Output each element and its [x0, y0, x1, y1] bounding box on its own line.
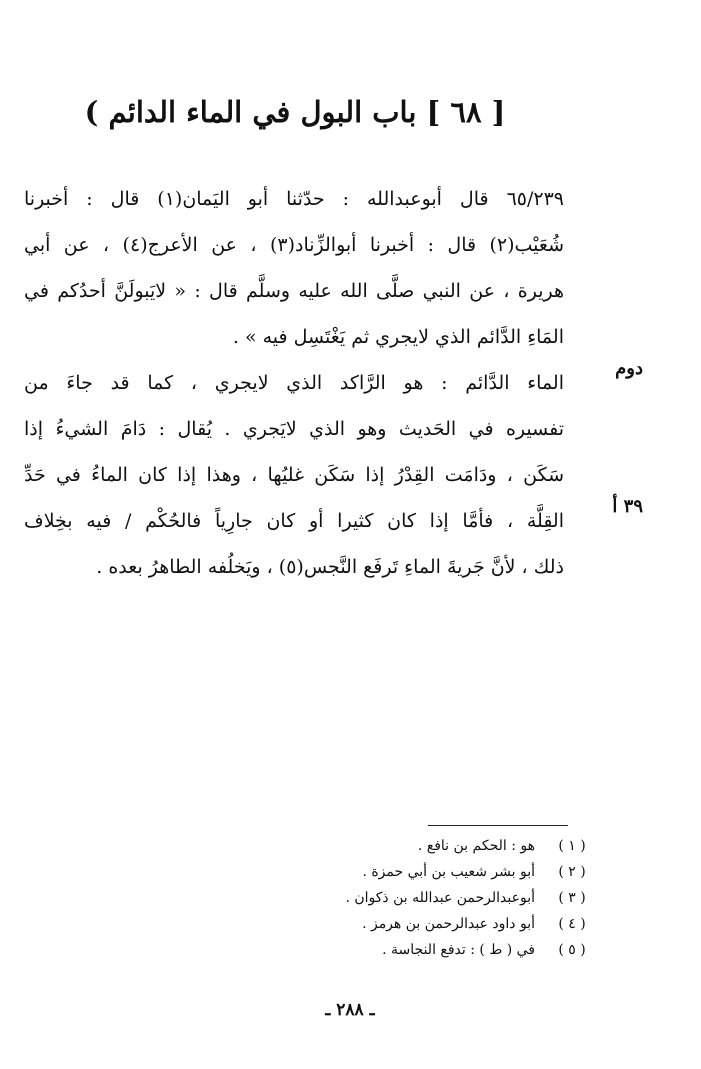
main-text [24, 176, 564, 590]
footnote-item [180, 911, 595, 937]
footnote-item [180, 885, 595, 911]
text-line: سَكَن ، ودَامَت القِدْرُ إذا سَكَن غليُها ، وهذا إذا كان الماءُ في حَدِّ [24, 464, 564, 486]
footnotes [180, 833, 595, 963]
page-number: ـ ٢٨٨ ـ [325, 1000, 375, 1020]
footnote-item [180, 859, 595, 885]
footnote-divider [428, 825, 568, 826]
chapter-title: [ ٦٨ ] باب البول في الماء الدائم ) [84, 95, 506, 129]
text-line: ذلك ، لأنَّ جَريةَ الماءِ تَرفَع النَّجس(٥) ، ويَخلُفه الطاهرُ بعده . [96, 556, 564, 578]
text-line: ٦٥/٢٣٩ قال أبوعبدالله : حدّثنا أبو اليَمان(١) قال : أخبرنا [24, 188, 564, 210]
text-line: شُعَيْب(٢) قال : أخبرنا أبوالزِّناد(٣) ، عن الأعرج(٤) ، عن أبي [24, 234, 564, 256]
text-line: الماء الدَّائم : هو الرَّاكد الذي لايجري ، كما قد جاءَ من [24, 372, 564, 394]
footnote-number: ( ٤ ) [558, 916, 586, 932]
footnote-text: أبو داود عبدالرحمن بن هرمز . [362, 916, 535, 932]
text-line: هريرة ، عن النبي صلَّى الله عليه وسلَّم قال : « لايَبولَنَّ أحدُكم في [24, 280, 564, 302]
text-line: المَاءِ الدَّائم الذي لايجري ثم يَغْتَسِل فيه » . [232, 326, 564, 348]
footnote-number: ( ٥ ) [558, 942, 586, 958]
footnote-number: ( ٢ ) [558, 864, 586, 880]
footnote-text: أبو بشر شعيب بن أبي حمزة . [362, 864, 535, 880]
margin-note-root-word: دوم [615, 358, 643, 379]
footnote-text: في ( ط ) : تدفع النجاسة . [382, 942, 535, 958]
footnote-item [180, 937, 595, 963]
footnote-text: أبوعبدالرحمن عبدالله بن ذكوان . [345, 890, 535, 906]
footnote-text: هو : الحكم بن نافع . [417, 838, 535, 854]
margin-note-folio: ٣٩ أ [612, 496, 643, 517]
text-line: تفسيره في الحَديث وهو الذي لايَجري . يُقال : دَامَ الشيءُ إذا [24, 418, 564, 440]
footnote-number: ( ١ ) [558, 838, 586, 854]
text-line: القِلَّة ، فأمَّا إذا كان كثيرا أو كان جارِياً فالحُكْم / فيه بخِلاف [24, 510, 564, 532]
footnote-item [180, 833, 595, 859]
footnote-number: ( ٣ ) [558, 890, 586, 906]
